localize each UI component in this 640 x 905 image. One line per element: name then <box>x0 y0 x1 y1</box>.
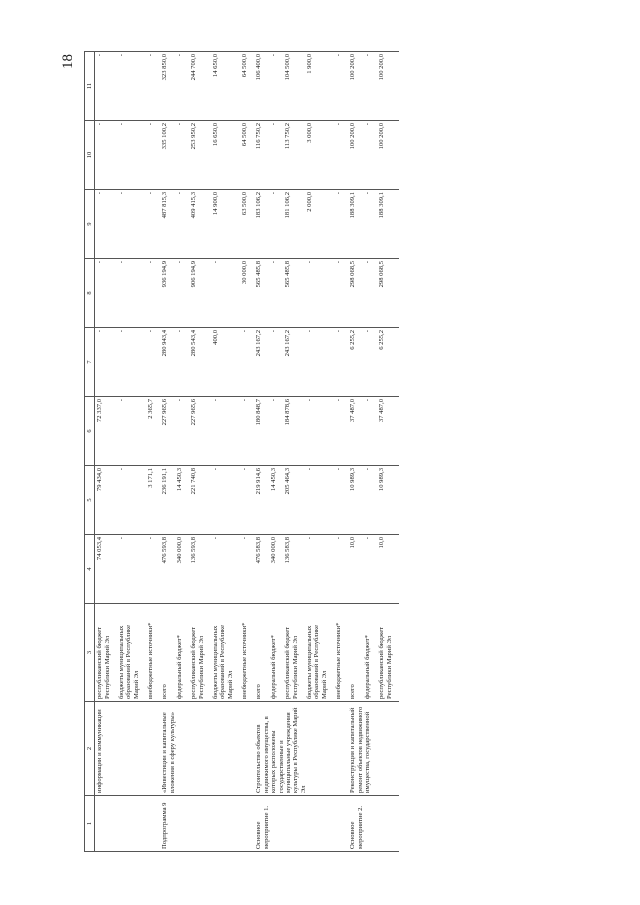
value-cell: - <box>363 328 377 397</box>
value-cell: 340 000,0 <box>175 535 189 604</box>
value-cell: - <box>269 52 283 121</box>
value-cell: 298 068,5 <box>348 259 362 328</box>
value-cell: 6 255,2 <box>377 328 399 397</box>
header-cell: 2 <box>85 702 95 796</box>
value-cell: - <box>240 535 254 604</box>
header-cell: 4 <box>85 535 95 604</box>
value-cell: - <box>334 190 348 259</box>
header-cell: 10 <box>85 121 95 190</box>
program-code-cell: Основное мероприятие 2. <box>348 796 399 852</box>
value-cell: 113 750,2 <box>283 121 305 190</box>
value-cell: - <box>211 466 240 535</box>
value-cell: 183 106,2 <box>254 190 268 259</box>
value-cell: - <box>305 535 334 604</box>
value-cell: 188 309,1 <box>377 190 399 259</box>
header-cell: 7 <box>85 328 95 397</box>
program-name-cell: «Инвестиции и капитальные вложения в сферу культуры» <box>160 702 254 796</box>
value-cell: - <box>334 466 348 535</box>
value-cell: - <box>117 535 146 604</box>
value-cell: 100 200,0 <box>377 121 399 190</box>
value-cell: 63 500,0 <box>240 190 254 259</box>
value-cell: - <box>146 259 160 328</box>
value-cell: - <box>305 466 334 535</box>
value-cell: - <box>334 121 348 190</box>
funding-source-cell: республиканский бюджет Республики Марий Эл <box>377 604 399 702</box>
value-cell: 116 750,2 <box>254 121 268 190</box>
value-cell: - <box>363 535 377 604</box>
value-cell: - <box>175 190 189 259</box>
value-cell: - <box>117 259 146 328</box>
value-cell: 104 500,0 <box>283 52 305 121</box>
program-name-cell: Реконструкция и капитальный ремонт объектов недвижимого имущества, государственной <box>348 702 399 796</box>
header-cell: 3 <box>85 604 95 702</box>
value-cell: - <box>334 397 348 466</box>
value-cell: - <box>211 259 240 328</box>
value-cell: 323 850,0 <box>160 52 174 121</box>
value-cell: 280 543,4 <box>189 328 211 397</box>
value-cell: 100 200,0 <box>348 52 362 121</box>
funding-source-cell: внебюджетные источники* <box>334 604 348 702</box>
value-cell: 10 989,3 <box>377 466 399 535</box>
value-cell: - <box>334 328 348 397</box>
funding-source-cell: республиканский бюджет Республики Марий Эл <box>95 604 117 702</box>
value-cell: 10,0 <box>348 535 362 604</box>
value-cell: - <box>117 121 146 190</box>
value-cell: 14 900,0 <box>211 190 240 259</box>
value-cell: - <box>117 328 146 397</box>
value-cell: - <box>305 259 334 328</box>
value-cell: - <box>117 397 146 466</box>
value-cell: 2 000,0 <box>305 190 334 259</box>
program-code-cell: Основное мероприятие 1. <box>254 796 348 852</box>
value-cell: - <box>117 466 146 535</box>
value-cell: 335 100,2 <box>160 121 174 190</box>
value-cell: 936 194,9 <box>160 259 174 328</box>
funding-source-cell: бюджеты муниципальных образований в Республике Марий Эл <box>117 604 146 702</box>
value-cell: - <box>334 259 348 328</box>
value-cell: 10 989,3 <box>348 466 362 535</box>
value-cell: 565 485,8 <box>283 259 305 328</box>
funding-source-cell: федеральный бюджет* <box>269 604 283 702</box>
header-cell: 1 <box>85 796 95 852</box>
value-cell: 72 337,0 <box>95 397 117 466</box>
value-cell: - <box>117 190 146 259</box>
value-cell: - <box>117 52 146 121</box>
value-cell: - <box>240 328 254 397</box>
header-cell: 11 <box>85 52 95 121</box>
value-cell: - <box>211 535 240 604</box>
header-cell: 5 <box>85 466 95 535</box>
table-row <box>348 52 362 852</box>
value-cell: - <box>269 259 283 328</box>
value-cell: 244 700,0 <box>189 52 211 121</box>
funding-source-cell: республиканский бюджет Республики Марий Эл <box>283 604 305 702</box>
budget-table <box>84 51 399 852</box>
value-cell: - <box>146 52 160 121</box>
value-cell: - <box>269 121 283 190</box>
value-cell: - <box>363 190 377 259</box>
value-cell: 6 255,2 <box>348 328 362 397</box>
funding-source-cell: внебюджетные источники* <box>146 604 160 702</box>
value-cell: - <box>175 397 189 466</box>
value-cell: 280 943,4 <box>160 328 174 397</box>
funding-source-cell: бюджеты муниципальных образований в Республике Марий Эл <box>211 604 240 702</box>
value-cell: - <box>175 52 189 121</box>
funding-source-cell: республиканский бюджет Республики Марий Эл <box>189 604 211 702</box>
value-cell: 906 194,9 <box>189 259 211 328</box>
header-cell: 9 <box>85 190 95 259</box>
value-cell: 3 171,1 <box>146 466 160 535</box>
value-cell: - <box>269 397 283 466</box>
value-cell: - <box>334 535 348 604</box>
value-cell: - <box>240 466 254 535</box>
header-row <box>85 52 95 852</box>
page-number: 18 <box>60 54 76 69</box>
value-cell: - <box>175 121 189 190</box>
value-cell: - <box>334 52 348 121</box>
value-cell: - <box>95 328 117 397</box>
value-cell: 37 487,0 <box>348 397 362 466</box>
value-cell: - <box>146 535 160 604</box>
funding-source-cell: всего <box>160 604 174 702</box>
value-cell: 180 848,7 <box>254 397 268 466</box>
value-cell: - <box>95 190 117 259</box>
value-cell: - <box>363 52 377 121</box>
value-cell: 74 053,4 <box>95 535 117 604</box>
value-cell: 100 200,0 <box>377 52 399 121</box>
value-cell: - <box>146 121 160 190</box>
value-cell: 79 434,0 <box>95 466 117 535</box>
table-row <box>95 52 117 852</box>
value-cell: 1 900,0 <box>305 52 334 121</box>
program-name-cell: Строительство объектов недвижимого имущества, в которых расположены государственные и муниципальные учреждения культуры в Республике Марий Эл <box>254 702 348 796</box>
value-cell: 136 583,8 <box>283 535 305 604</box>
value-cell: - <box>305 397 334 466</box>
value-cell: 64 500,0 <box>240 121 254 190</box>
value-cell: 400,0 <box>211 328 240 397</box>
value-cell: 14 450,3 <box>269 466 283 535</box>
value-cell: 106 400,0 <box>254 52 268 121</box>
value-cell: 100 200,0 <box>348 121 362 190</box>
value-cell: 14 650,0 <box>211 52 240 121</box>
value-cell: - <box>95 121 117 190</box>
value-cell: - <box>146 328 160 397</box>
value-cell: 409 415,3 <box>189 190 211 259</box>
funding-source-cell: всего <box>348 604 362 702</box>
table-row <box>254 52 268 852</box>
program-code-cell <box>95 796 161 852</box>
value-cell: 476 593,8 <box>160 535 174 604</box>
value-cell: - <box>269 190 283 259</box>
value-cell: - <box>363 259 377 328</box>
value-cell: - <box>363 121 377 190</box>
value-cell: 188 309,1 <box>348 190 362 259</box>
value-cell: - <box>240 397 254 466</box>
value-cell: 243 167,2 <box>254 328 268 397</box>
value-cell: 219 914,6 <box>254 466 268 535</box>
value-cell: 2 365,7 <box>146 397 160 466</box>
value-cell: - <box>95 259 117 328</box>
value-cell: 181 106,2 <box>283 190 305 259</box>
value-cell: 3 000,0 <box>305 121 334 190</box>
value-cell: 37 487,0 <box>377 397 399 466</box>
value-cell: 64 500,0 <box>240 52 254 121</box>
value-cell: 253 950,2 <box>189 121 211 190</box>
value-cell: 205 464,3 <box>283 466 305 535</box>
value-cell: 476 583,8 <box>254 535 268 604</box>
value-cell: - <box>269 328 283 397</box>
header-cell: 8 <box>85 259 95 328</box>
program-code-cell: Подпрограмма 9 <box>160 796 254 852</box>
value-cell: - <box>175 259 189 328</box>
value-cell: 136 593,8 <box>189 535 211 604</box>
document-page <box>60 52 580 852</box>
value-cell: 184 878,6 <box>283 397 305 466</box>
value-cell: 227 965,6 <box>189 397 211 466</box>
program-name-cell: информации и коммуникации <box>95 702 161 796</box>
value-cell: - <box>363 397 377 466</box>
value-cell: 221 740,8 <box>189 466 211 535</box>
funding-source-cell: внебюджетные источники* <box>240 604 254 702</box>
funding-source-cell: федеральный бюджет* <box>175 604 189 702</box>
value-cell: - <box>211 397 240 466</box>
value-cell: 243 167,2 <box>283 328 305 397</box>
funding-source-cell: бюджеты муниципальных образований в Республике Марий Эл <box>305 604 334 702</box>
value-cell: 14 450,3 <box>175 466 189 535</box>
value-cell: 565 485,8 <box>254 259 268 328</box>
value-cell: 10,0 <box>377 535 399 604</box>
value-cell: - <box>175 328 189 397</box>
value-cell: 16 650,0 <box>211 121 240 190</box>
funding-source-cell: федеральный бюджет* <box>363 604 377 702</box>
value-cell: 30 000,0 <box>240 259 254 328</box>
value-cell: 340 000,0 <box>269 535 283 604</box>
value-cell: 487 815,3 <box>160 190 174 259</box>
value-cell: 236 191,1 <box>160 466 174 535</box>
value-cell: - <box>146 190 160 259</box>
value-cell: - <box>363 466 377 535</box>
header-cell: 6 <box>85 397 95 466</box>
value-cell: - <box>95 52 117 121</box>
value-cell: 298 068,5 <box>377 259 399 328</box>
funding-source-cell: всего <box>254 604 268 702</box>
value-cell: - <box>305 328 334 397</box>
table-row <box>160 52 174 852</box>
value-cell: 227 965,6 <box>160 397 174 466</box>
